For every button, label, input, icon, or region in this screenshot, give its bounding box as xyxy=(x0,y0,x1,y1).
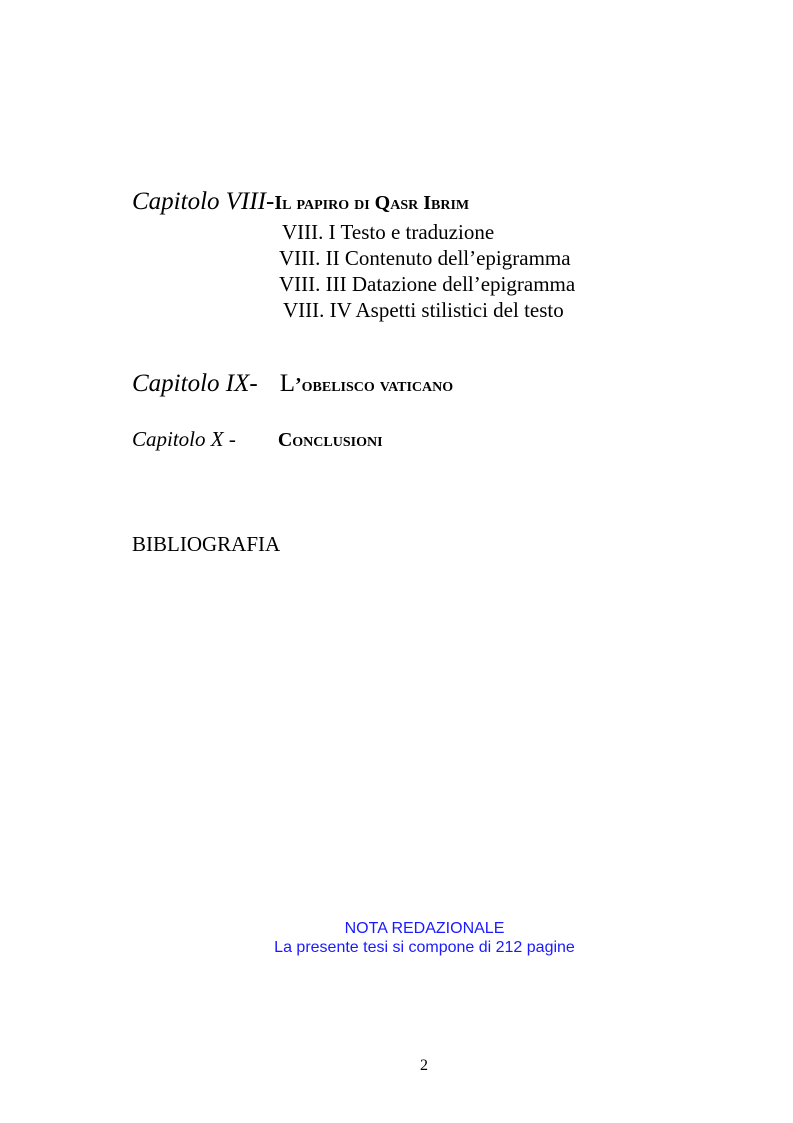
chapter-8-subsection-3: VIII. III Datazione dell’epigramma xyxy=(279,272,576,296)
chapter-8-label: Capitolo VIII- xyxy=(132,188,275,215)
chapter-10-title: Conclusioni xyxy=(277,429,383,451)
page-number: 2 xyxy=(420,1057,428,1074)
chapter-9-label: Capitolo IX- xyxy=(132,370,258,397)
chapter-9-title: ’obelisco vaticano xyxy=(294,374,454,396)
chapter-8-subsection-1: VIII. I Testo e traduzione xyxy=(282,220,495,244)
chapter-10-label: Capitolo X - xyxy=(132,427,236,451)
chapter-9-title-initial: L xyxy=(279,370,295,397)
chapter-8-heading xyxy=(132,188,469,216)
chapter-9-heading xyxy=(132,370,453,398)
chapter-8-subsection-2: VIII. II Contenuto dell’epigramma xyxy=(279,246,571,270)
editorial-note-heading: NOTA REDAZIONALE xyxy=(344,920,505,937)
editorial-note xyxy=(28,920,793,957)
bibliography-heading: BIBLIOGRAFIA xyxy=(132,532,281,556)
editorial-note-text: La presente tesi si compone di 212 pagine xyxy=(274,939,575,956)
chapter-8-title: Il papiro di Qasr Ibrim xyxy=(274,192,470,214)
chapter-10-heading xyxy=(132,427,383,452)
chapter-8-subsection-4: VIII. IV Aspetti stilistici del testo xyxy=(283,298,564,322)
